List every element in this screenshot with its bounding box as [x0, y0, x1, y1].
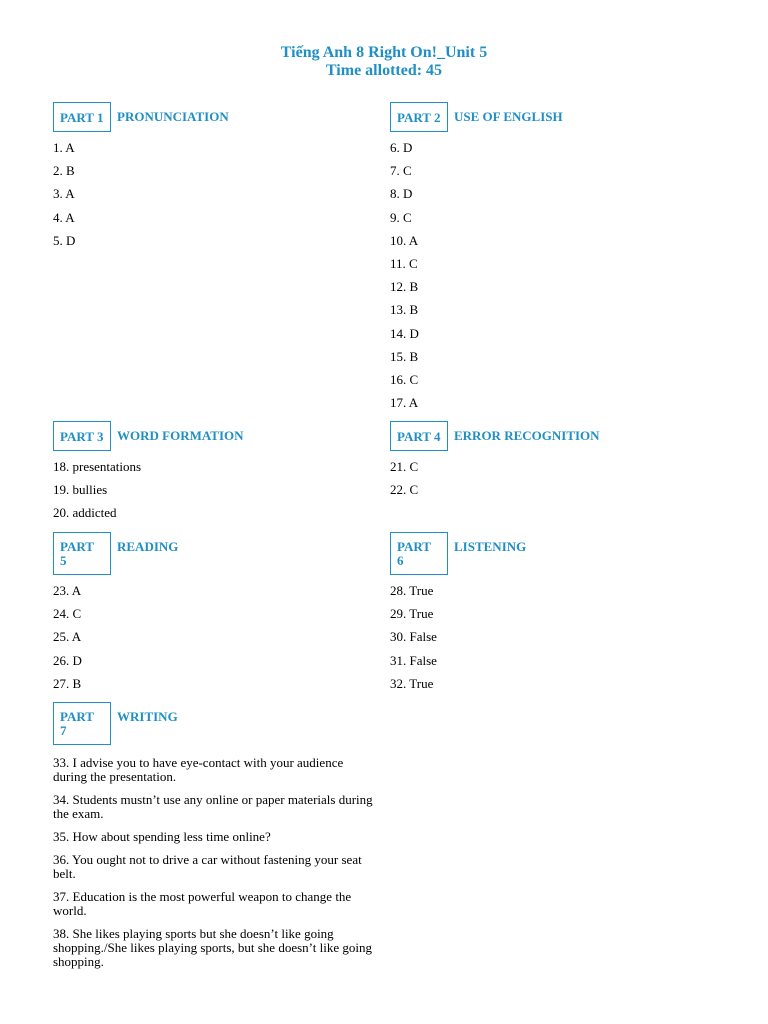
- answer-item: 36. You ought not to drive a car without fastening your seat belt.: [53, 852, 362, 881]
- part-2-section: [390, 102, 563, 419]
- answer-item: 27. B: [53, 675, 82, 691]
- answer-item: 30. False: [390, 629, 437, 645]
- part-1-title: PRONUNCIATION: [117, 109, 229, 124]
- answer-item: 3. A: [53, 186, 75, 202]
- answer-item: 33. I advise you to have eye-contact with your audience during the presentation.: [53, 755, 344, 784]
- answer-item: 16. C: [390, 371, 419, 387]
- part-6-badge-number: 6: [397, 553, 404, 568]
- part-7-header: [53, 702, 375, 745]
- part-6-title: LISTENING: [454, 539, 527, 554]
- answer-item: 1. A: [53, 140, 75, 155]
- answer-item: 2. B: [53, 163, 75, 179]
- answer-item: 9. C: [390, 209, 412, 225]
- answer-item: 20. addicted: [53, 505, 117, 521]
- part-4-answers: [390, 460, 418, 506]
- part-4-header: [390, 421, 600, 451]
- answer-item: 32. True: [390, 675, 434, 691]
- part-2-badge: PART 2: [390, 102, 448, 132]
- part-3-section: [53, 421, 244, 530]
- answer-item: 23. A: [53, 583, 82, 598]
- part-3-badge: PART 3: [53, 421, 111, 451]
- part-5-answers: [53, 584, 82, 700]
- title-line-2: Time allotted: 45: [325, 62, 443, 79]
- answer-item: 31. False: [390, 652, 437, 668]
- answer-item: 38. She likes playing sports but she doesn’t like going shopping./She likes playing sports, but she doesn’t like going shopping.: [53, 926, 372, 969]
- answer-item: 8. D: [390, 186, 413, 202]
- answer-item: 7. C: [390, 163, 412, 179]
- document-title: [0, 44, 768, 80]
- answer-item: 14. D: [390, 325, 419, 341]
- part-5-header: [53, 532, 179, 575]
- answer-item: 6. D: [390, 140, 413, 155]
- answer-item: 35. How about spending less time online?: [53, 829, 271, 844]
- part-1-answers: [53, 141, 75, 257]
- part-2-header: [390, 102, 563, 132]
- part-1-section: [53, 102, 229, 257]
- answer-item: 34. Students mustn’t use any online or paper materials during the exam.: [53, 792, 373, 821]
- part-6-header: [390, 532, 527, 575]
- answer-item: 22. C: [390, 482, 419, 498]
- answer-item: 24. C: [53, 606, 82, 622]
- answer-item: 19. bullies: [53, 482, 108, 498]
- part-6-badge: [390, 532, 448, 575]
- part-5-badge-number: 5: [60, 553, 67, 568]
- title-line-1: Tiếng Anh 8 Right On!_Unit 5: [280, 44, 488, 61]
- part-4-section: [390, 421, 600, 506]
- part-3-title: WORD FORMATION: [117, 428, 244, 443]
- answer-item: 13. B: [390, 302, 419, 318]
- answer-item: 21. C: [390, 459, 419, 474]
- part-5-section: [53, 532, 179, 700]
- part-6-answers: [390, 584, 437, 700]
- part-7-answers: [53, 756, 375, 969]
- answer-item: 11. C: [390, 255, 418, 271]
- answer-item: 29. True: [390, 606, 434, 622]
- part-7-title: WRITING: [117, 709, 178, 724]
- answer-item: 28. True: [390, 583, 434, 598]
- part-7-badge-number: 7: [60, 723, 67, 738]
- answer-item: 4. A: [53, 209, 75, 225]
- part-6-section: [390, 532, 527, 700]
- answer-item: 5. D: [53, 232, 76, 248]
- part-3-header: [53, 421, 244, 451]
- part-3-answers: [53, 460, 141, 530]
- answer-item: 18. presentations: [53, 459, 142, 474]
- part-5-badge: [53, 532, 111, 575]
- answer-item: 12. B: [390, 279, 419, 295]
- part-7-badge: [53, 702, 111, 745]
- part-1-header: [53, 102, 229, 132]
- part-4-badge: PART 4: [390, 421, 448, 451]
- answer-item: 10. A: [390, 232, 419, 248]
- answer-item: 17. A: [390, 395, 419, 411]
- part-7-section: [53, 702, 375, 978]
- answer-item: 25. A: [53, 629, 82, 645]
- part-5-badge-word: PART: [60, 539, 94, 554]
- part-1-badge: PART 1: [53, 102, 111, 132]
- part-2-title: USE OF ENGLISH: [454, 109, 563, 124]
- part-4-title: ERROR RECOGNITION: [454, 428, 600, 443]
- part-7-badge-word: PART: [60, 709, 94, 724]
- answer-item: 26. D: [53, 652, 82, 668]
- answer-item: 15. B: [390, 348, 419, 364]
- part-5-title: READING: [117, 539, 179, 554]
- part-2-answers: [390, 141, 419, 419]
- answer-item: 37. Education is the most powerful weapon to change the world.: [53, 889, 352, 918]
- part-6-badge-word: PART: [397, 539, 431, 554]
